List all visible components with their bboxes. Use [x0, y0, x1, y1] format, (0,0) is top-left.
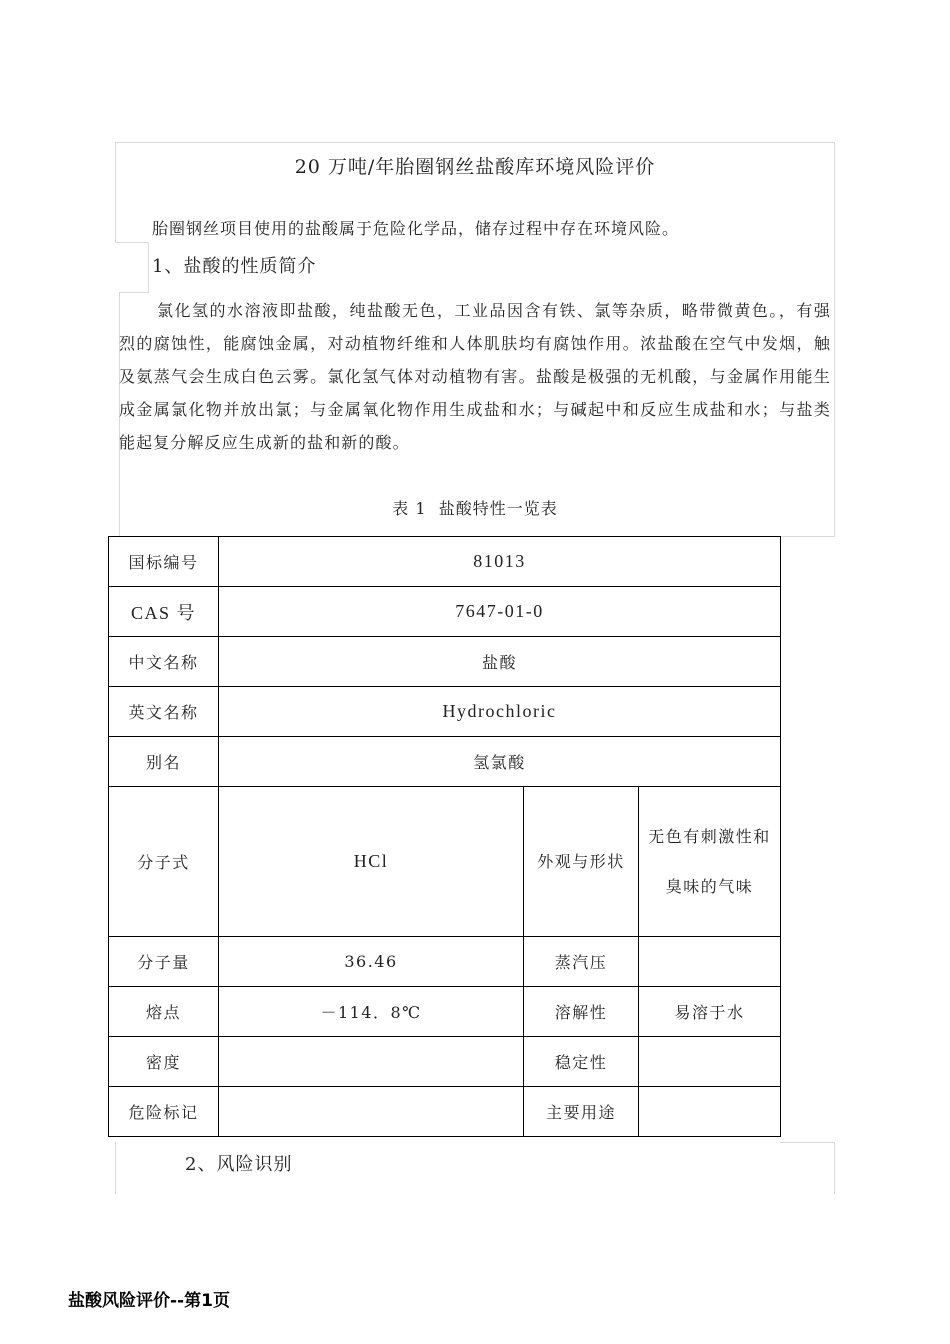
row-value: 7647-01-0: [219, 587, 781, 637]
row-value: －114．8℃: [219, 987, 524, 1037]
row-label-secondary: 稳定性: [524, 1037, 639, 1087]
row-label: 密度: [109, 1037, 219, 1087]
row-label-secondary: 外观与形状: [524, 787, 639, 937]
row-label: 分子量: [109, 937, 219, 987]
document-title: 20 万吨/年胎圈钢丝盐酸库环境风险评价: [294, 156, 656, 178]
table-row: [109, 637, 781, 687]
table-caption: 表 1 盐酸特性一览表: [392, 499, 558, 518]
table-row: [109, 537, 781, 587]
frame-notch-vertical: [148, 242, 149, 292]
frame-notch-bottom: [119, 292, 149, 293]
row-label: 中文名称: [109, 637, 219, 687]
table-row: [109, 987, 781, 1037]
intro-sentence: 胎圈钢丝项目使用的盐酸属于危险化学品，储存过程中存在环境风险。: [152, 219, 680, 238]
row-value-secondary: 无色有刺激性和臭味的气味: [639, 787, 781, 937]
row-label-secondary: 蒸汽压: [524, 937, 639, 987]
row-value-secondary: [639, 1087, 781, 1137]
row-label: CAS 号: [109, 587, 219, 637]
row-value: [219, 1037, 524, 1087]
row-value-secondary: 易溶于水: [639, 987, 781, 1037]
row-label: 危险标记: [109, 1087, 219, 1137]
row-value-secondary: [639, 937, 781, 987]
frame-table-side-line: [780, 536, 835, 537]
row-value: [219, 1087, 524, 1137]
row-label: 国标编号: [109, 537, 219, 587]
properties-paragraph: 氯化氢的水溶液即盐酸，纯盐酸无色，工业品因含有铁、氯等杂质，略带微黄色。，有强烈的腐蚀性，能腐蚀金属，对动植物纤维和人体肌肤均有腐蚀作用。浓盐酸在空气中发烟，触及氨蒸气会生成白色云雾。氯化氢气体对动植物有害。盐酸是极强的无机酸，与金属作用能生成金属氯化物并放出氯；与金属氧化物作用生成盐和水；与碱起中和反应生成盐和水；与盐类能起复分解反应生成新的盐和新的酸。: [119, 301, 831, 452]
section-2-heading: 2、风险识别: [185, 1154, 293, 1175]
row-label: 英文名称: [109, 687, 219, 737]
frame-lower-top: [780, 1142, 835, 1143]
frame-lower-left: [115, 1142, 116, 1194]
properties-table: [108, 536, 781, 1137]
row-label: 别名: [109, 737, 219, 787]
row-label-secondary: 溶解性: [524, 987, 639, 1037]
table-row: [109, 787, 781, 937]
row-label: 分子式: [109, 787, 219, 937]
row-value-secondary: [639, 1037, 781, 1087]
frame-lower-right: [834, 1142, 835, 1194]
section-1-heading: 1、盐酸的性质简介: [152, 256, 317, 277]
row-value: 81013: [219, 537, 781, 587]
row-value: HCl: [219, 787, 524, 937]
table-row: [109, 1037, 781, 1087]
table-row: [109, 937, 781, 987]
row-label-secondary: 主要用途: [524, 1087, 639, 1137]
table-row: [109, 587, 781, 637]
row-value: 氢氯酸: [219, 737, 781, 787]
table-row: [109, 1087, 781, 1137]
row-value: 36.46: [219, 937, 524, 987]
table-row: [109, 687, 781, 737]
table-row: [109, 737, 781, 787]
frame-right-line: [834, 142, 835, 536]
row-label: 熔点: [109, 987, 219, 1037]
frame-top-line: [115, 142, 835, 143]
frame-notch-line: [115, 242, 148, 243]
row-value: Hydrochloric: [219, 687, 781, 737]
row-value: 盐酸: [219, 637, 781, 687]
page-footer: 盐酸风险评价--第1页: [68, 1291, 230, 1311]
